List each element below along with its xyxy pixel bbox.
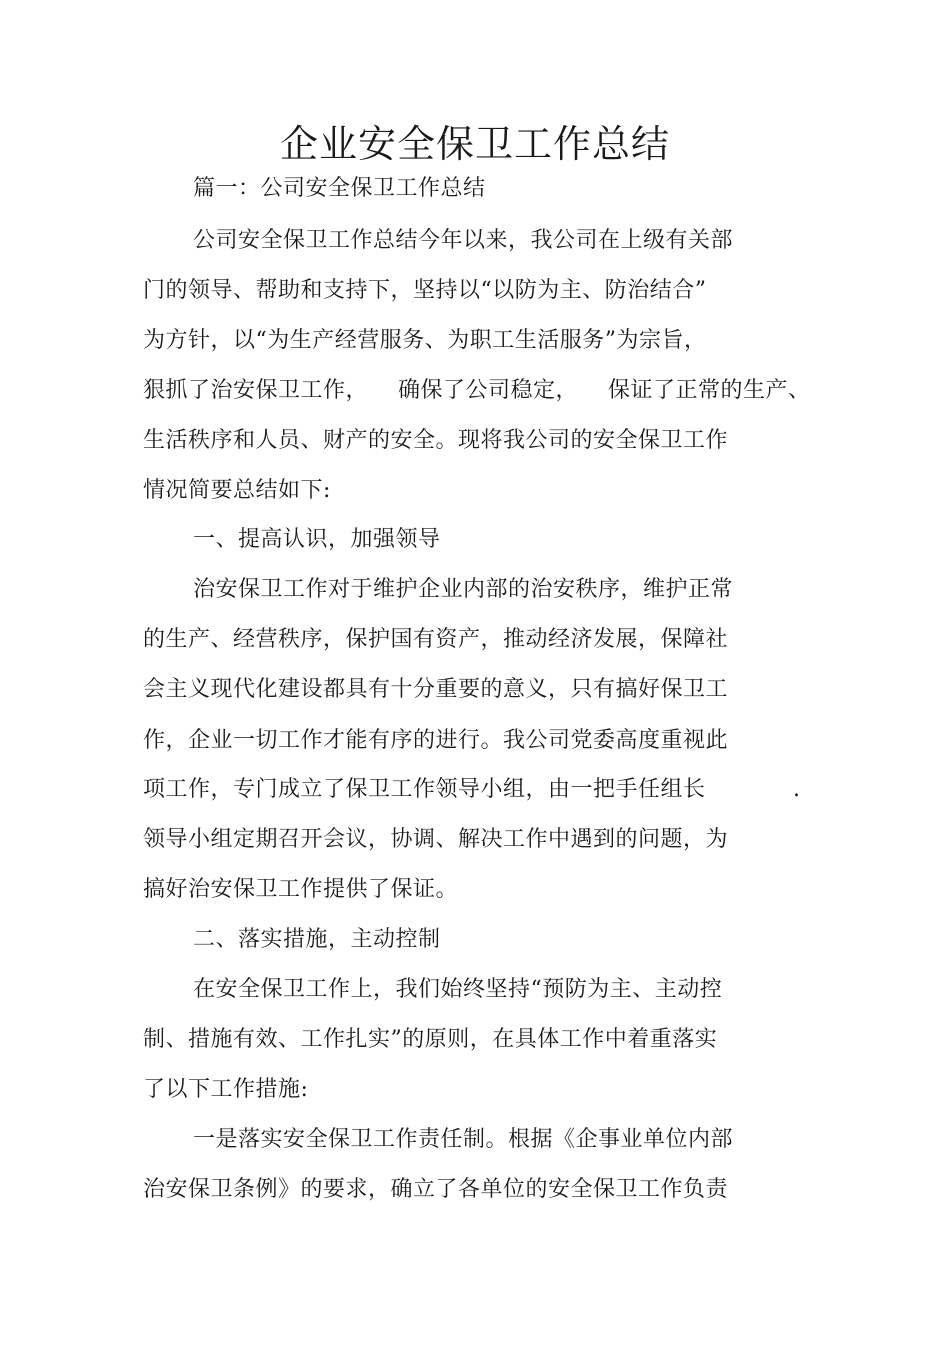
section-heading: 二、落实措施，主动控制 xyxy=(193,927,441,952)
paragraph-line: 制、措施有效、工作扎实”的原则，在具体工作中着重落实 xyxy=(143,1027,718,1052)
paragraph-line: 生活秩序和人员、财产的安全。现将我公司的安全保卫工作 xyxy=(143,428,729,453)
paragraph-line: 门的领导、帮助和支持下，坚持以“以防为主、防治结合” xyxy=(143,278,707,303)
paragraph-line: 情况简要总结如下: xyxy=(143,478,331,503)
trailing-mark: . xyxy=(793,777,800,802)
document-title: 企业安全保卫工作总结 xyxy=(279,122,670,166)
paragraph-line: 领导小组定期召开会议，协调、解决工作中遇到的问题，为 xyxy=(143,827,729,852)
paragraph-line: 一是落实安全保卫工作责任制。根据《企事业单位内部 xyxy=(193,1127,734,1152)
paragraph-line: 了以下工作措施: xyxy=(143,1077,309,1102)
paragraph-line: 在安全保卫工作上，我们始终坚持“预防为主、主动控 xyxy=(193,977,723,1002)
paragraph-line: 会主义现代化建设都具有十分重要的意义，只有搞好保卫工 xyxy=(143,677,729,702)
paragraph-line: 搞好治安保卫工作提供了保证。 xyxy=(143,877,459,902)
paragraph-line: 作，企业一切工作才能有序的进行。我公司党委高度重视此 xyxy=(143,728,729,753)
paragraph-line: 公司安全保卫工作总结今年以来，我公司在上级有关部 xyxy=(193,228,734,253)
paragraph-line: 治安保卫条例》的要求，确立了各单位的安全保卫工作负责 xyxy=(143,1177,729,1202)
section-heading: 一、提高认识，加强领导 xyxy=(193,527,441,552)
paragraph-line: 的生产、经营秩序，保护国有资产，推动经济发展，保障社 xyxy=(143,627,729,652)
paragraph-line: 为方针，以“为生产经营服务、为职工生活服务”为宗旨， xyxy=(143,328,707,353)
section-heading: 篇一：公司安全保卫工作总结 xyxy=(193,176,486,201)
paragraph-line: 项工作，专门成立了保卫工作领导小组，由一把手任组长 xyxy=(143,777,706,802)
paragraph-line: 狠抓了治安保卫工作， 确保了公司稳定， 保证了正常的生产、 xyxy=(143,378,811,403)
paragraph-line: 治安保卫工作对于维护企业内部的治安秩序，维护正常 xyxy=(193,577,734,602)
